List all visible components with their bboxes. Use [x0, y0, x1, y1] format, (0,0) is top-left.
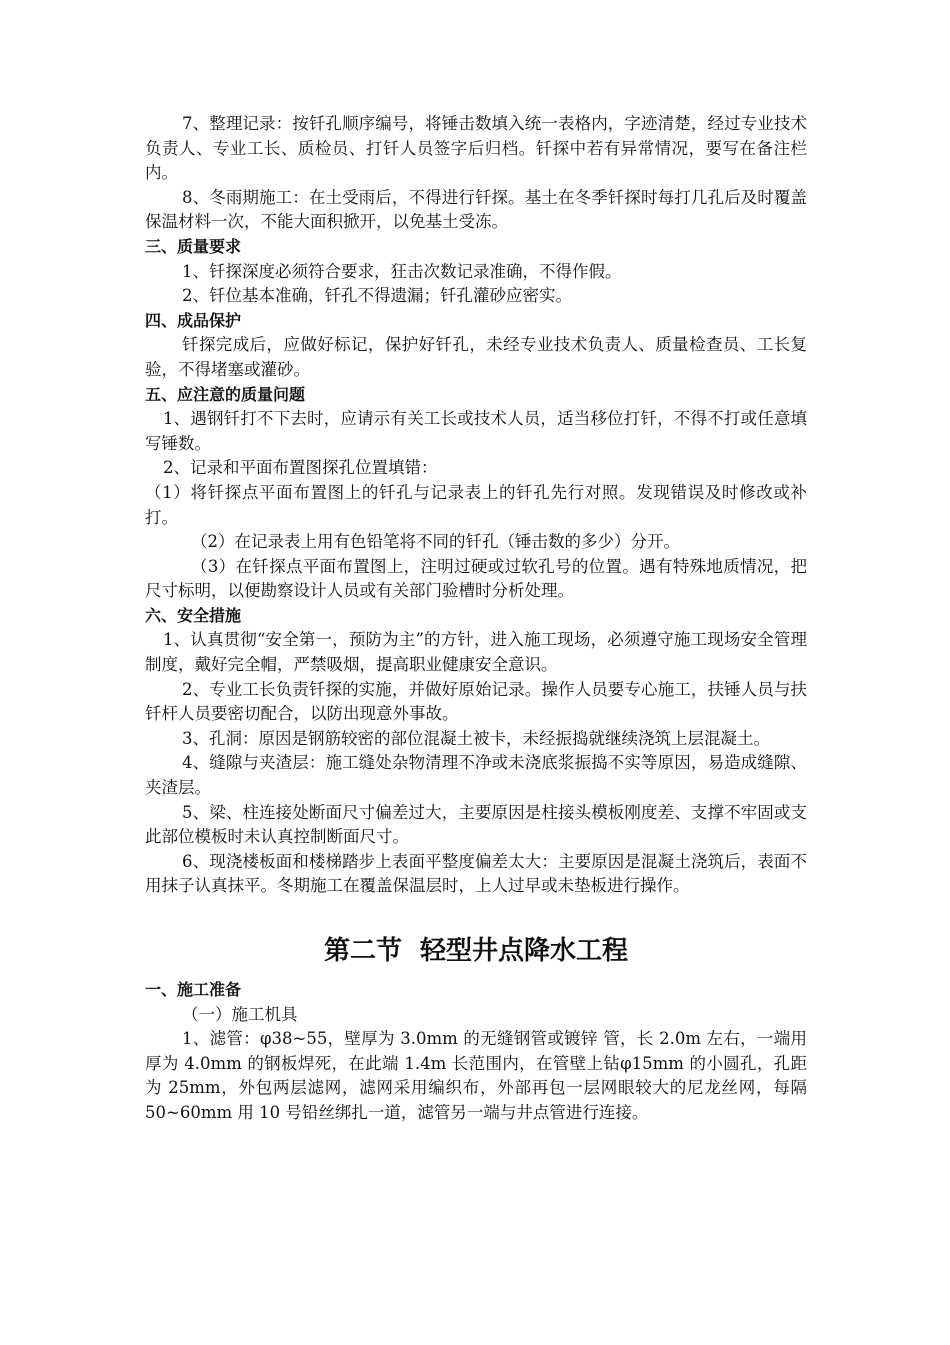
issue-item-2: 2、记录和平面布置图探孔位置填错：	[163, 458, 438, 478]
section-name: 轻型井点降水工程	[420, 936, 629, 966]
paragraph-7: 7、整理记录：按钎孔顺序编号，将锤击数填入统一表格内，字迹清楚，经过专业技术负责人、专业工长、质检员、打钎人员签字后归档。钎探中若有异常情况，要写在备注栏内。	[145, 114, 807, 183]
heading-construction-preparation: 一、施工准备	[145, 980, 242, 999]
protection-paragraph: 钎探完成后，应做好标记，保护好钎孔，未经专业技术负责人、质量检查员、工长复验，不得堵塞或灌砂。	[145, 335, 807, 379]
issue-item-2-sub-3: （3）在钎探点平面布置图上，注明过硬或过软孔号的位置。遇有特殊地质情况，把尺寸标明，以便勘察设计人员或有关部门验槽时分析处理。	[145, 556, 807, 601]
issue-item-2-sub-1: （1）将钎探点平面布置图上的钎孔与记录表上的钎孔先行对照。发现错误及时修改或补打。	[145, 482, 807, 527]
safety-item-1: 1、认真贯彻“安全第一，预防为主”的方针，进入施工现场，必须遵守施工现场安全管理制度，戴好完全帽，严禁吸烟，提高职业健康安全意识。	[145, 630, 807, 675]
paragraph-8: 8、冬雨期施工：在土受雨后，不得进行钎探。基土在冬季钎探时每打几孔后及时覆盖保温材料一次，不能大面积掀开，以免基土受冻。	[145, 187, 807, 232]
quality-item-1: 1、钎探深度必须符合要求，狂击次数记录准确，不得作假。	[182, 261, 622, 281]
subheading-tools: （一）施工机具	[182, 1004, 298, 1024]
heading-product-protection: 四、成品保护	[145, 310, 242, 330]
issue-item-1: 1、遇钢钎打不下去时，应请示有关工长或技术人员，适当移位打钎，不得不打或任意填写锤数。	[145, 409, 807, 453]
section-title	[145, 932, 807, 970]
safety-item-2: 2、专业工长负责钎探的实施，并做好原始记录。操作人员要专心施工，扶锤人员与扶钎杆人员要密切配合，以防出现意外事故。	[145, 679, 807, 724]
heading-quality-requirements: 三、质量要求	[145, 236, 242, 256]
safety-item-4: 4、缝隙与夹渣层：施工缝处杂物清理不净或未浇底浆振捣不实等原因，易造成缝隙、夹渣层。	[145, 753, 807, 798]
safety-item-3: 3、孔洞：原因是钢筋较密的部位混凝土被卡，未经振捣就继续浇筑上层混凝土。	[182, 728, 770, 748]
heading-safety-measures: 六、安全措施	[145, 605, 242, 625]
document-page	[145, 112, 807, 1126]
section-number: 第二节	[323, 936, 402, 966]
heading-quality-issues: 五、应注意的质量问题	[145, 384, 306, 404]
issue-item-2-sub-2: （2）在记录表上用有色铅笔将不同的钎孔（锤击数的多少）分开。	[191, 532, 680, 552]
safety-item-5: 5、梁、柱连接处断面尺寸偏差过大，主要原因是柱接头模板刚度差、支撑不牢固或支此部位模板时未认真控制断面尺寸。	[145, 802, 807, 847]
safety-item-6: 6、现浇楼板面和楼梯踏步上表面平整度偏差太大：主要原因是混凝土浇筑后，表面不用抹子认真抹平。冬期施工在覆盖保温层时，上人过早或未垫板进行操作。	[145, 851, 807, 896]
filter-pipe-paragraph: 1、滤管：φ38~55，壁厚为 3.0mm 的无缝钢管或镀锌 管，长 2.0m 左右，一端用厚为 4.0mm 的钢板焊死，在此端 1.4m 长范围内，在管壁上钻φ15mm 的小圆孔，孔距为 25mm，外包两层滤网，滤网采用编织布，外部再包一层网眼较大的尼龙丝网，每隔 50~60mm 用 10 号铅丝绑扎一道，滤管另一端与井点管进行连接。	[145, 1029, 807, 1122]
quality-item-2: 2、钎位基本准确，钎孔不得遗漏；钎孔灌砂应密实。	[182, 286, 572, 306]
